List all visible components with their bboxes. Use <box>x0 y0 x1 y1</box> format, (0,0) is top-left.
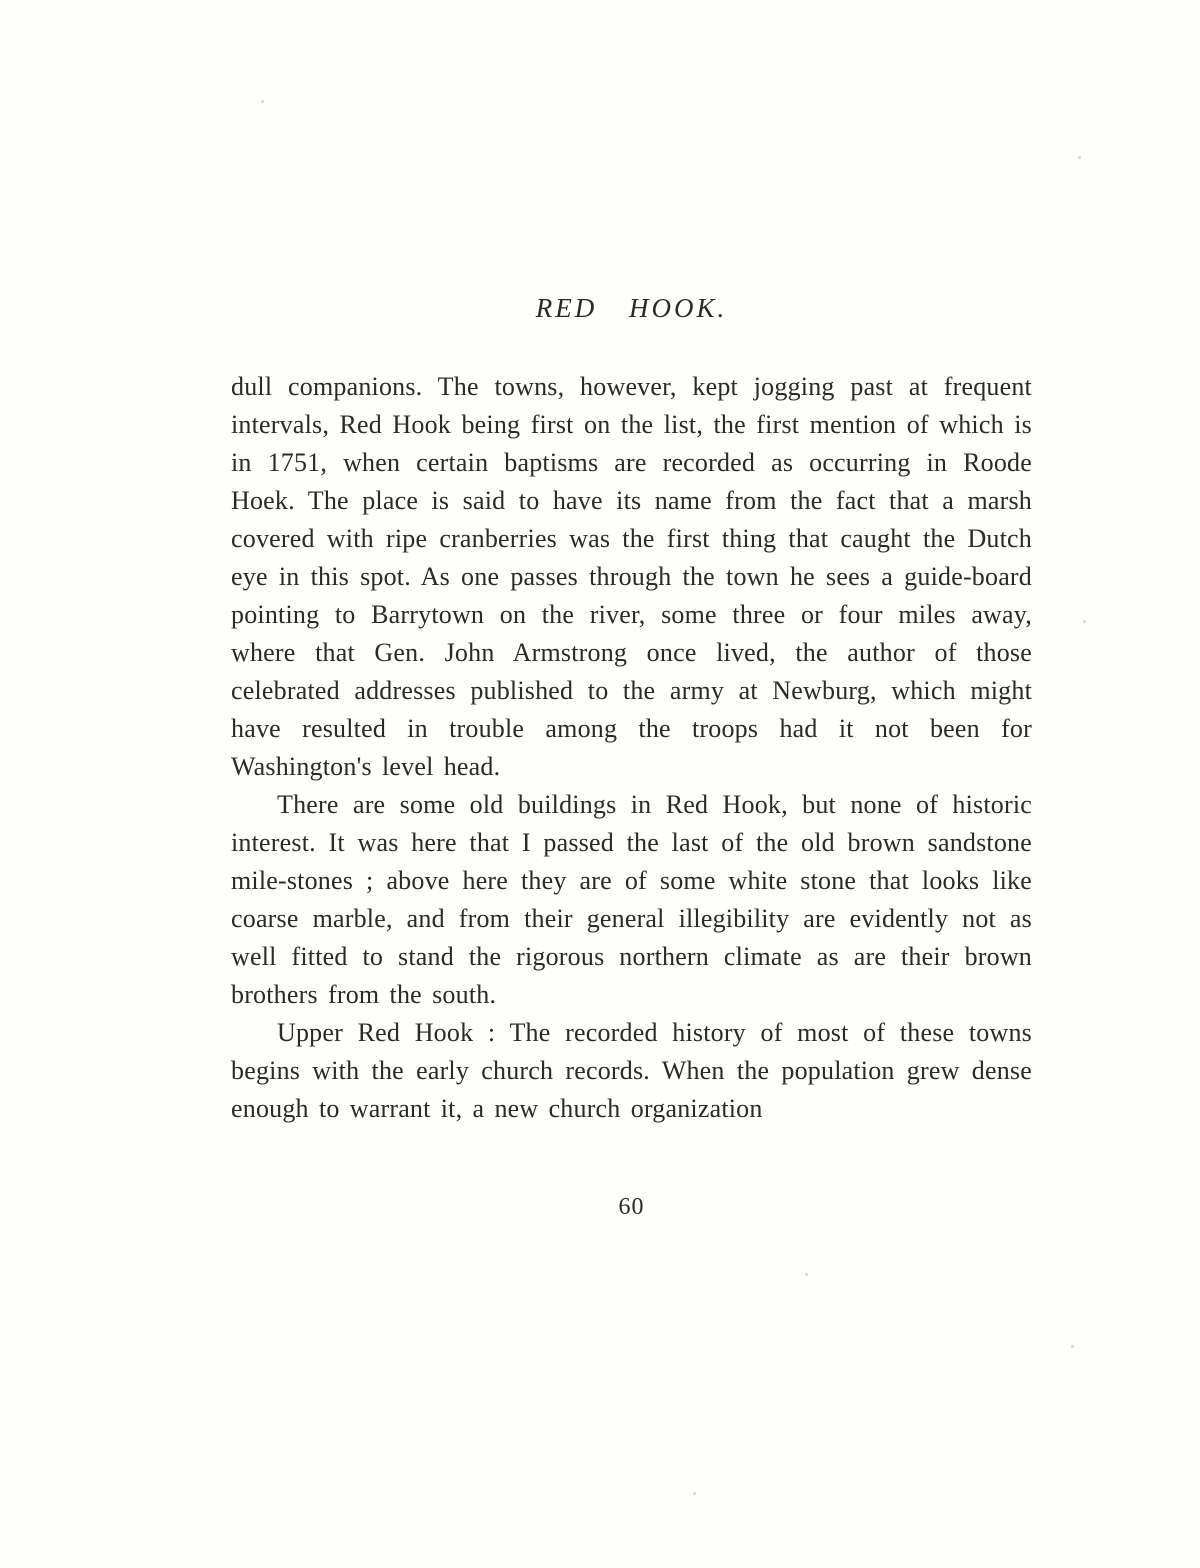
text-block <box>231 293 1032 1128</box>
scan-speck <box>1083 620 1086 623</box>
body-text <box>231 368 1032 1128</box>
paragraph-upper-red-hook: Upper Red Hook : The recorded history of most of these towns begins with the early church records. When the population grew dense enough to warrant it, a new church organization <box>231 1018 1032 1123</box>
scan-speck <box>1071 1345 1074 1348</box>
scan-speck <box>805 1273 808 1276</box>
paragraph-old-buildings: There are some old buildings in Red Hook, but none of historic interest. It was here that I passed the last of the old brown sandstone mile-stones ; above here they are of some white stone that looks like coarse marble, and from their general illegibility are evidently not as well fitted to stand the rigorous northern climate as are their brown brothers from the south. <box>231 790 1032 1009</box>
page-title: RED HOOK. <box>535 293 728 323</box>
scan-speck <box>693 1492 696 1495</box>
scan-speck <box>1078 156 1081 159</box>
paragraph-continuation: dull companions. The towns, however, kept jogging past at frequent intervals, Red Hook being first on the list, the first mention of which is in 1751, when certain baptisms are recorded as occurring in Roode Hoek. The place is said to have its name from the fact that a marsh covered with ripe cranberries was the first thing that caught the Dutch eye in this spot. As one passes through the town he sees a guide-board pointing to Barrytown on the river, some three or four miles away, where that Gen. John Armstrong once lived, the author of those celebrated addresses published to the army at Newburg, which might have resulted in trouble among the troops had it not been for Washington's level head. <box>231 372 1032 781</box>
page-number: 60 <box>618 1194 645 1220</box>
scan-speck <box>261 100 264 103</box>
